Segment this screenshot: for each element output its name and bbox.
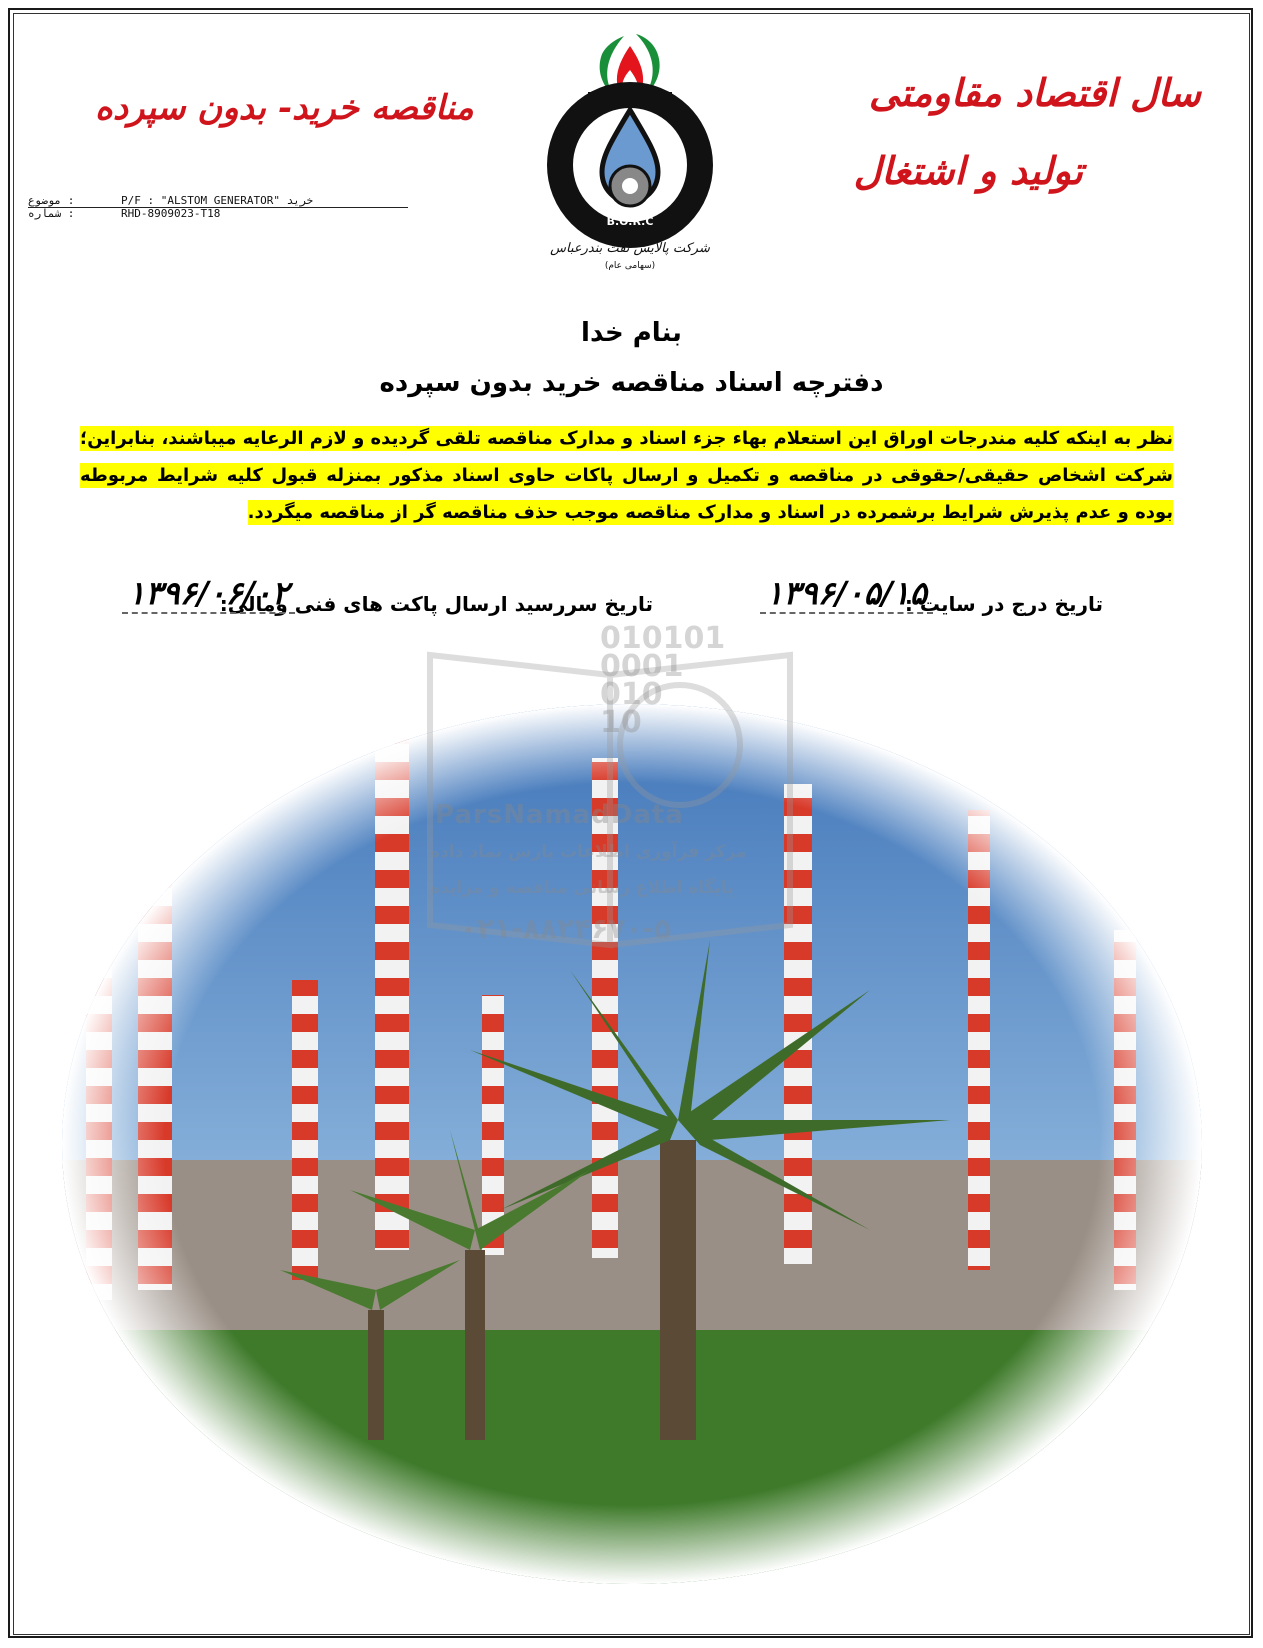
subject-row <box>28 194 408 208</box>
year-slogan-line2: تولید و اشتغال <box>853 148 1083 193</box>
logo-letters: B.O.R.C <box>606 215 654 228</box>
watermark-line1: مرکز فرآوری اطلاعات پارس نماد داده <box>430 842 747 862</box>
number-value: RHD-8909023-T18 <box>121 207 221 220</box>
year-slogan-line1: سال اقتصاد مقاومتی <box>868 70 1201 115</box>
published-date-value: ۱۳۹۶/۰۵/۱۵ <box>760 574 933 614</box>
watermark-line2: پایگاه اطلاع رسانی مناقصه و مزایده <box>430 878 734 898</box>
watermark-digits: 010101 0001 010 10 <box>600 621 726 740</box>
logo-bar <box>588 92 672 106</box>
watermark-phone: ۰۲۱-۸۸۲۴۶۷۰-۵ <box>460 912 672 945</box>
company-type: (سهامی عام) <box>604 261 656 270</box>
intro-text: نظر به اینکه کلیه مندرجات اوراق این استعلام بهاء جزء اسناد و مدارک مناقصه تلقی گردیده و لازم الرعایه میباشند، بنابراین؛ شرکت اشخاص حقیقی/حقوقی در مناقصه و تکمیل و ارسال پاکات حاوی اسناد مذکور بمنزله قبول کلیه شرایط مربوطه بوده و عدم پذیرش شرایط برشمرده در اسناد و مدارک مناقصه موجب حذف مناقصه گر از مناقصه میگردد. <box>80 428 1173 523</box>
number-row <box>28 207 220 220</box>
basmala-heading: بنام خدا <box>581 318 682 348</box>
watermark-brand: ParsNamadData <box>435 800 684 830</box>
company-name: شرکت پالایش نفت بندرعباس <box>550 241 710 256</box>
tender-type-title: مناقصه خرید- بدون سپرده <box>95 88 474 128</box>
gear-hub <box>622 178 638 194</box>
published-date-label: تاریخ درج در سایت : <box>904 592 1103 616</box>
deadline-date-label: تاریخ سررسید ارسال پاکت های فنی ومالی: <box>219 592 653 616</box>
deadline-date-value: ۱۳۹۶/۰۶/۰۲ <box>122 574 295 614</box>
subject-value: P/F : "ALSTOM GENERATOR" خرید <box>121 194 314 207</box>
document-title: دفترچه اسناد مناقصه خرید بدون سپرده <box>379 368 884 398</box>
intro-paragraph <box>80 420 1173 531</box>
subject-label: موضوع : <box>28 194 75 207</box>
number-label: شماره : <box>28 207 75 220</box>
borc-logo <box>540 30 720 270</box>
